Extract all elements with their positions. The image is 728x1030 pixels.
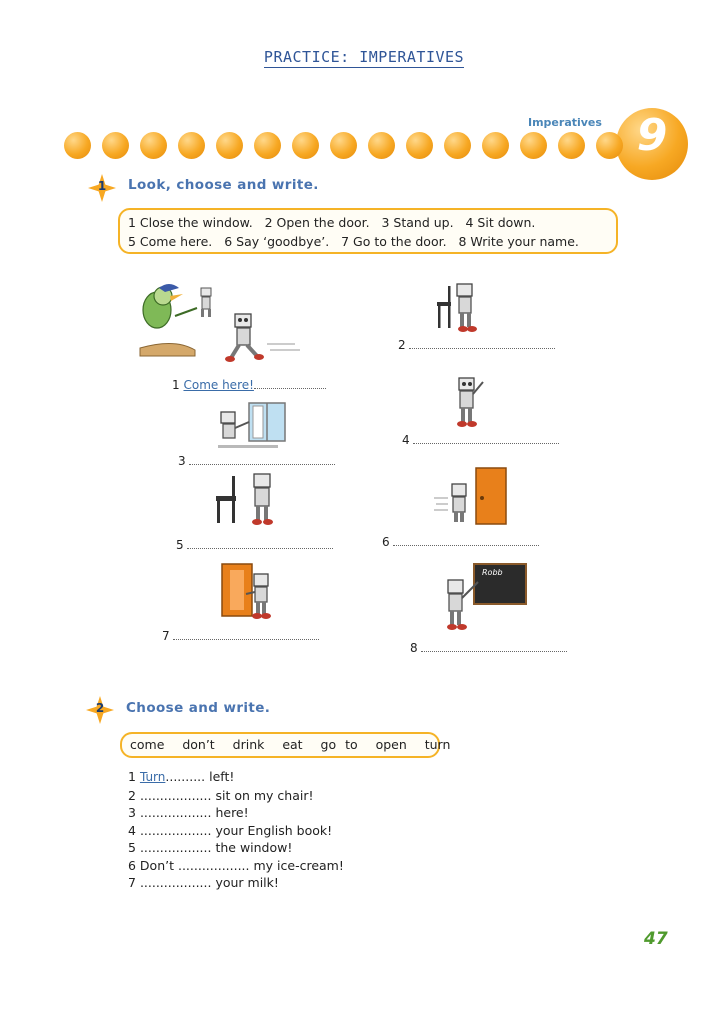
answer-line-5[interactable]: 5 xyxy=(176,538,333,552)
answer-line-8[interactable]: 8 xyxy=(410,641,567,655)
answer-line-2[interactable]: 2 xyxy=(398,338,555,352)
robot-chair-icon xyxy=(432,278,492,336)
bird-teacher-icon xyxy=(135,278,315,368)
illustration-4 xyxy=(447,372,495,430)
answer-line-7[interactable]: 7 xyxy=(162,629,319,643)
illustration-3 xyxy=(215,400,290,452)
exercise-2-title: Choose and write. xyxy=(126,700,271,716)
robot-open-door-icon xyxy=(208,560,288,620)
robot-door-icon xyxy=(432,466,510,528)
sentence-3[interactable]: 3 .................. here! xyxy=(128,805,249,820)
illustration-5 xyxy=(208,468,294,528)
unit-number: 9 xyxy=(636,110,668,161)
instruction-box xyxy=(118,208,618,254)
blackboard-text: Robb xyxy=(482,568,503,577)
page-title: PRACTICE: IMPERATIVES xyxy=(263,48,465,66)
sentence-4[interactable]: 4 .................. your English book! xyxy=(128,822,333,838)
answer-line-1[interactable]: 1 Come here! xyxy=(172,378,326,392)
instruction-line-2: 5 Come here. 6 Say ‘goodbye’. 7 Go to the door. 8 Write your name. xyxy=(128,234,579,249)
illustration-6 xyxy=(432,466,510,528)
illustration-7 xyxy=(208,560,288,620)
exercise-2-badge: 2 xyxy=(86,696,114,724)
word-bank xyxy=(120,732,451,758)
instruction-line-1: 1 Close the window. 2 Open the door. 3 Stand up. 4 Sit down. xyxy=(128,215,536,230)
answer-line-4[interactable]: 4 xyxy=(402,433,559,447)
illustration-2 xyxy=(432,278,492,336)
exercise-1-title: Look, choose and write. xyxy=(128,177,319,193)
robot-sit-icon xyxy=(208,468,294,528)
answer-1-handwritten: Come here! xyxy=(183,378,254,392)
exercise-1-badge: 1 xyxy=(88,174,116,202)
answer-line-6[interactable]: 6 xyxy=(382,535,539,549)
robot-waving-icon xyxy=(447,372,495,430)
robot-window-icon xyxy=(215,400,290,452)
exercise-2-list xyxy=(128,768,344,892)
illustration-1 xyxy=(135,278,315,368)
page-number: 47 xyxy=(644,929,668,949)
sentence-6[interactable]: 6 Don’t .................. my ice-cream! xyxy=(128,857,344,873)
illustration-8 xyxy=(440,560,532,634)
answer-line-3[interactable]: 3 xyxy=(178,454,335,468)
decorative-dots xyxy=(64,132,624,162)
unit-label: Imperatives xyxy=(528,116,602,129)
sentence-7[interactable]: 7 .................. your milk! xyxy=(128,875,279,890)
sentence-1[interactable]: 1 Turn.......... left! xyxy=(128,769,235,784)
sentence-2[interactable]: 2 .................. sit on my chair! xyxy=(128,787,314,803)
word-bank-text: come don’t drink eat go to open turn xyxy=(130,737,451,752)
sentence-5[interactable]: 5 .................. the window! xyxy=(128,840,293,855)
sentence-1-answer: Turn xyxy=(139,770,166,784)
